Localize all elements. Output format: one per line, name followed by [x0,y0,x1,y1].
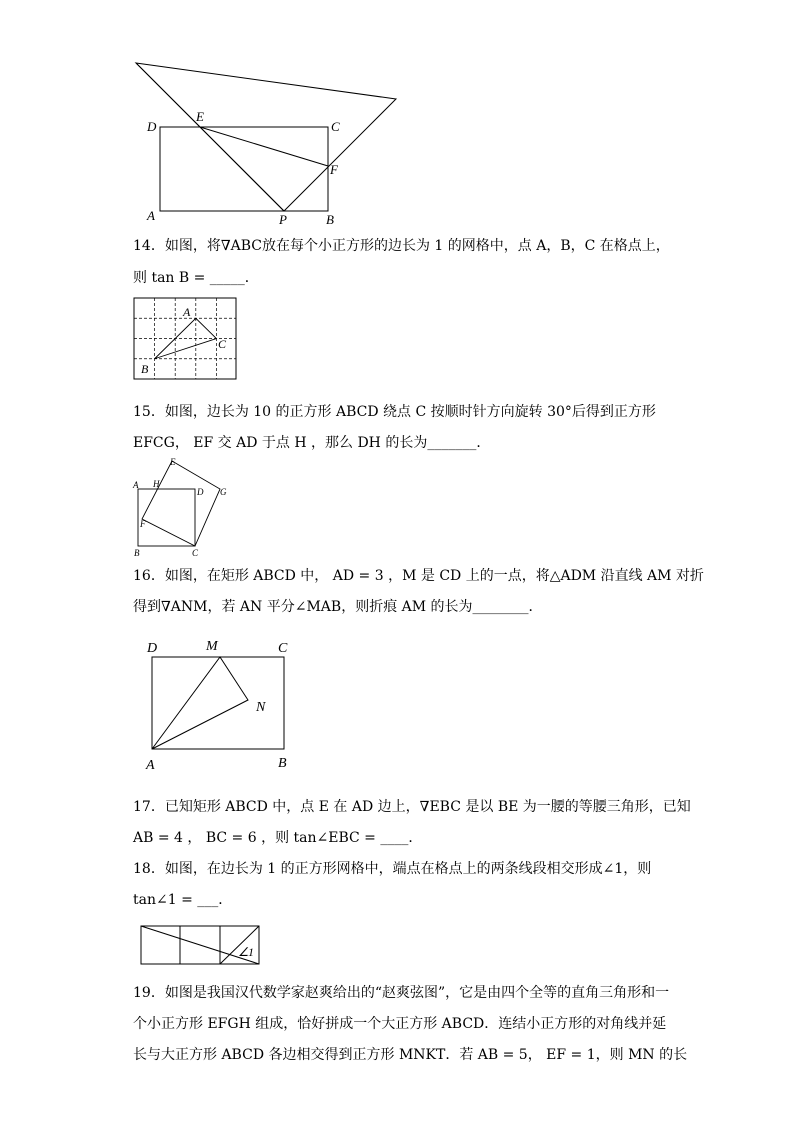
label-g: G [220,487,227,497]
label-f: F [140,519,146,529]
line-to-p [136,63,284,211]
label-h: H [153,479,160,489]
label-a: A [183,305,191,319]
question-18-line1: 18．如图，在边长为 1 的正方形网格中，端点在格点上的两条线段相交形成∠1，则 [133,861,652,877]
label-e: E [170,457,176,467]
label-b: B [134,548,140,558]
figure-rectangle-fold [140,633,300,773]
label-n: N [256,700,266,715]
label-a: A [133,480,139,490]
question-15-line1: 15．如图，边长为 10 的正方形 ABCD 绕点 C 按顺时针方向旋转 30°后得到正方形 [133,404,656,420]
question-16-line1: 16．如图，在矩形 ABCD 中， AD = 3 ，M 是 CD 上的一点，将△ADM 沿直线 AM 对折 [133,568,704,584]
label-b: B [141,362,149,376]
triangle-anm [152,657,248,749]
outer-triangle [136,63,396,211]
label-c: C [278,641,288,656]
label-d: D [147,641,158,656]
label-c: C [218,337,227,351]
figure-rotated-squares [130,455,240,560]
label-b: B [326,212,334,227]
question-18-line2: tan∠1 = ___． [133,892,233,908]
label-c: C [192,548,199,558]
label-d: D [147,119,157,134]
square-abcd [138,489,195,546]
label-p: P [279,212,287,227]
rectangle-abcd [160,127,328,211]
question-14-line2: 则 tan B = _____． [133,270,259,286]
label-a: A [146,758,155,773]
question-19-line2: 个小正方形 EFGH 组成，恰好拼成一个大正方形 ABCD．连结小正方形的对角线并延 [133,1016,667,1032]
label-e: E [196,109,204,124]
label-c: C [331,119,340,134]
figure-rectangle-triangle [130,56,405,231]
question-17-line2: AB = 4 ， BC = 6 ，则 tan∠EBC = ____． [133,830,423,846]
question-14-line1: 14．如图，将∇ABC放在每个小正方形的边长为 1 的网格中，点 A，B，C 在格点上， [133,238,670,254]
label-b: B [278,756,287,771]
label-f: F [330,162,338,177]
angle-1-label: 1 [248,945,254,959]
question-19-line1: 19．如图是我国汉代数学家赵爽给出的“赵爽弦图”，它是由四个全等的直角三角形和一 [133,985,670,1001]
question-15-line2: EFCG， EF 交 AD 于点 H ，那么 DH 的长为_______． [133,435,491,451]
figure-grid-angle [138,922,264,968]
question-16-line2: 得到∇ANM，若 AN 平分∠MAB，则折痕 AM 的长为________． [133,599,543,615]
question-17-line1: 17．已知矩形 ABCD 中，点 E 在 AD 边上，∇EBC 是以 BE 为一腰的等腰三角形，已知 [133,799,691,815]
question-19-line3: 长与大正方形 ABCD 各边相交得到正方形 MNKT．若 AB = 5， EF = 1，则 MN 的长 [133,1047,688,1063]
label-m: M [206,639,218,654]
label-d: D [197,487,204,497]
figure-grid-triangle [132,296,238,381]
label-a: A [147,208,155,223]
square-efcg [142,461,220,546]
angle-1-symbol: ∠ [238,945,249,959]
